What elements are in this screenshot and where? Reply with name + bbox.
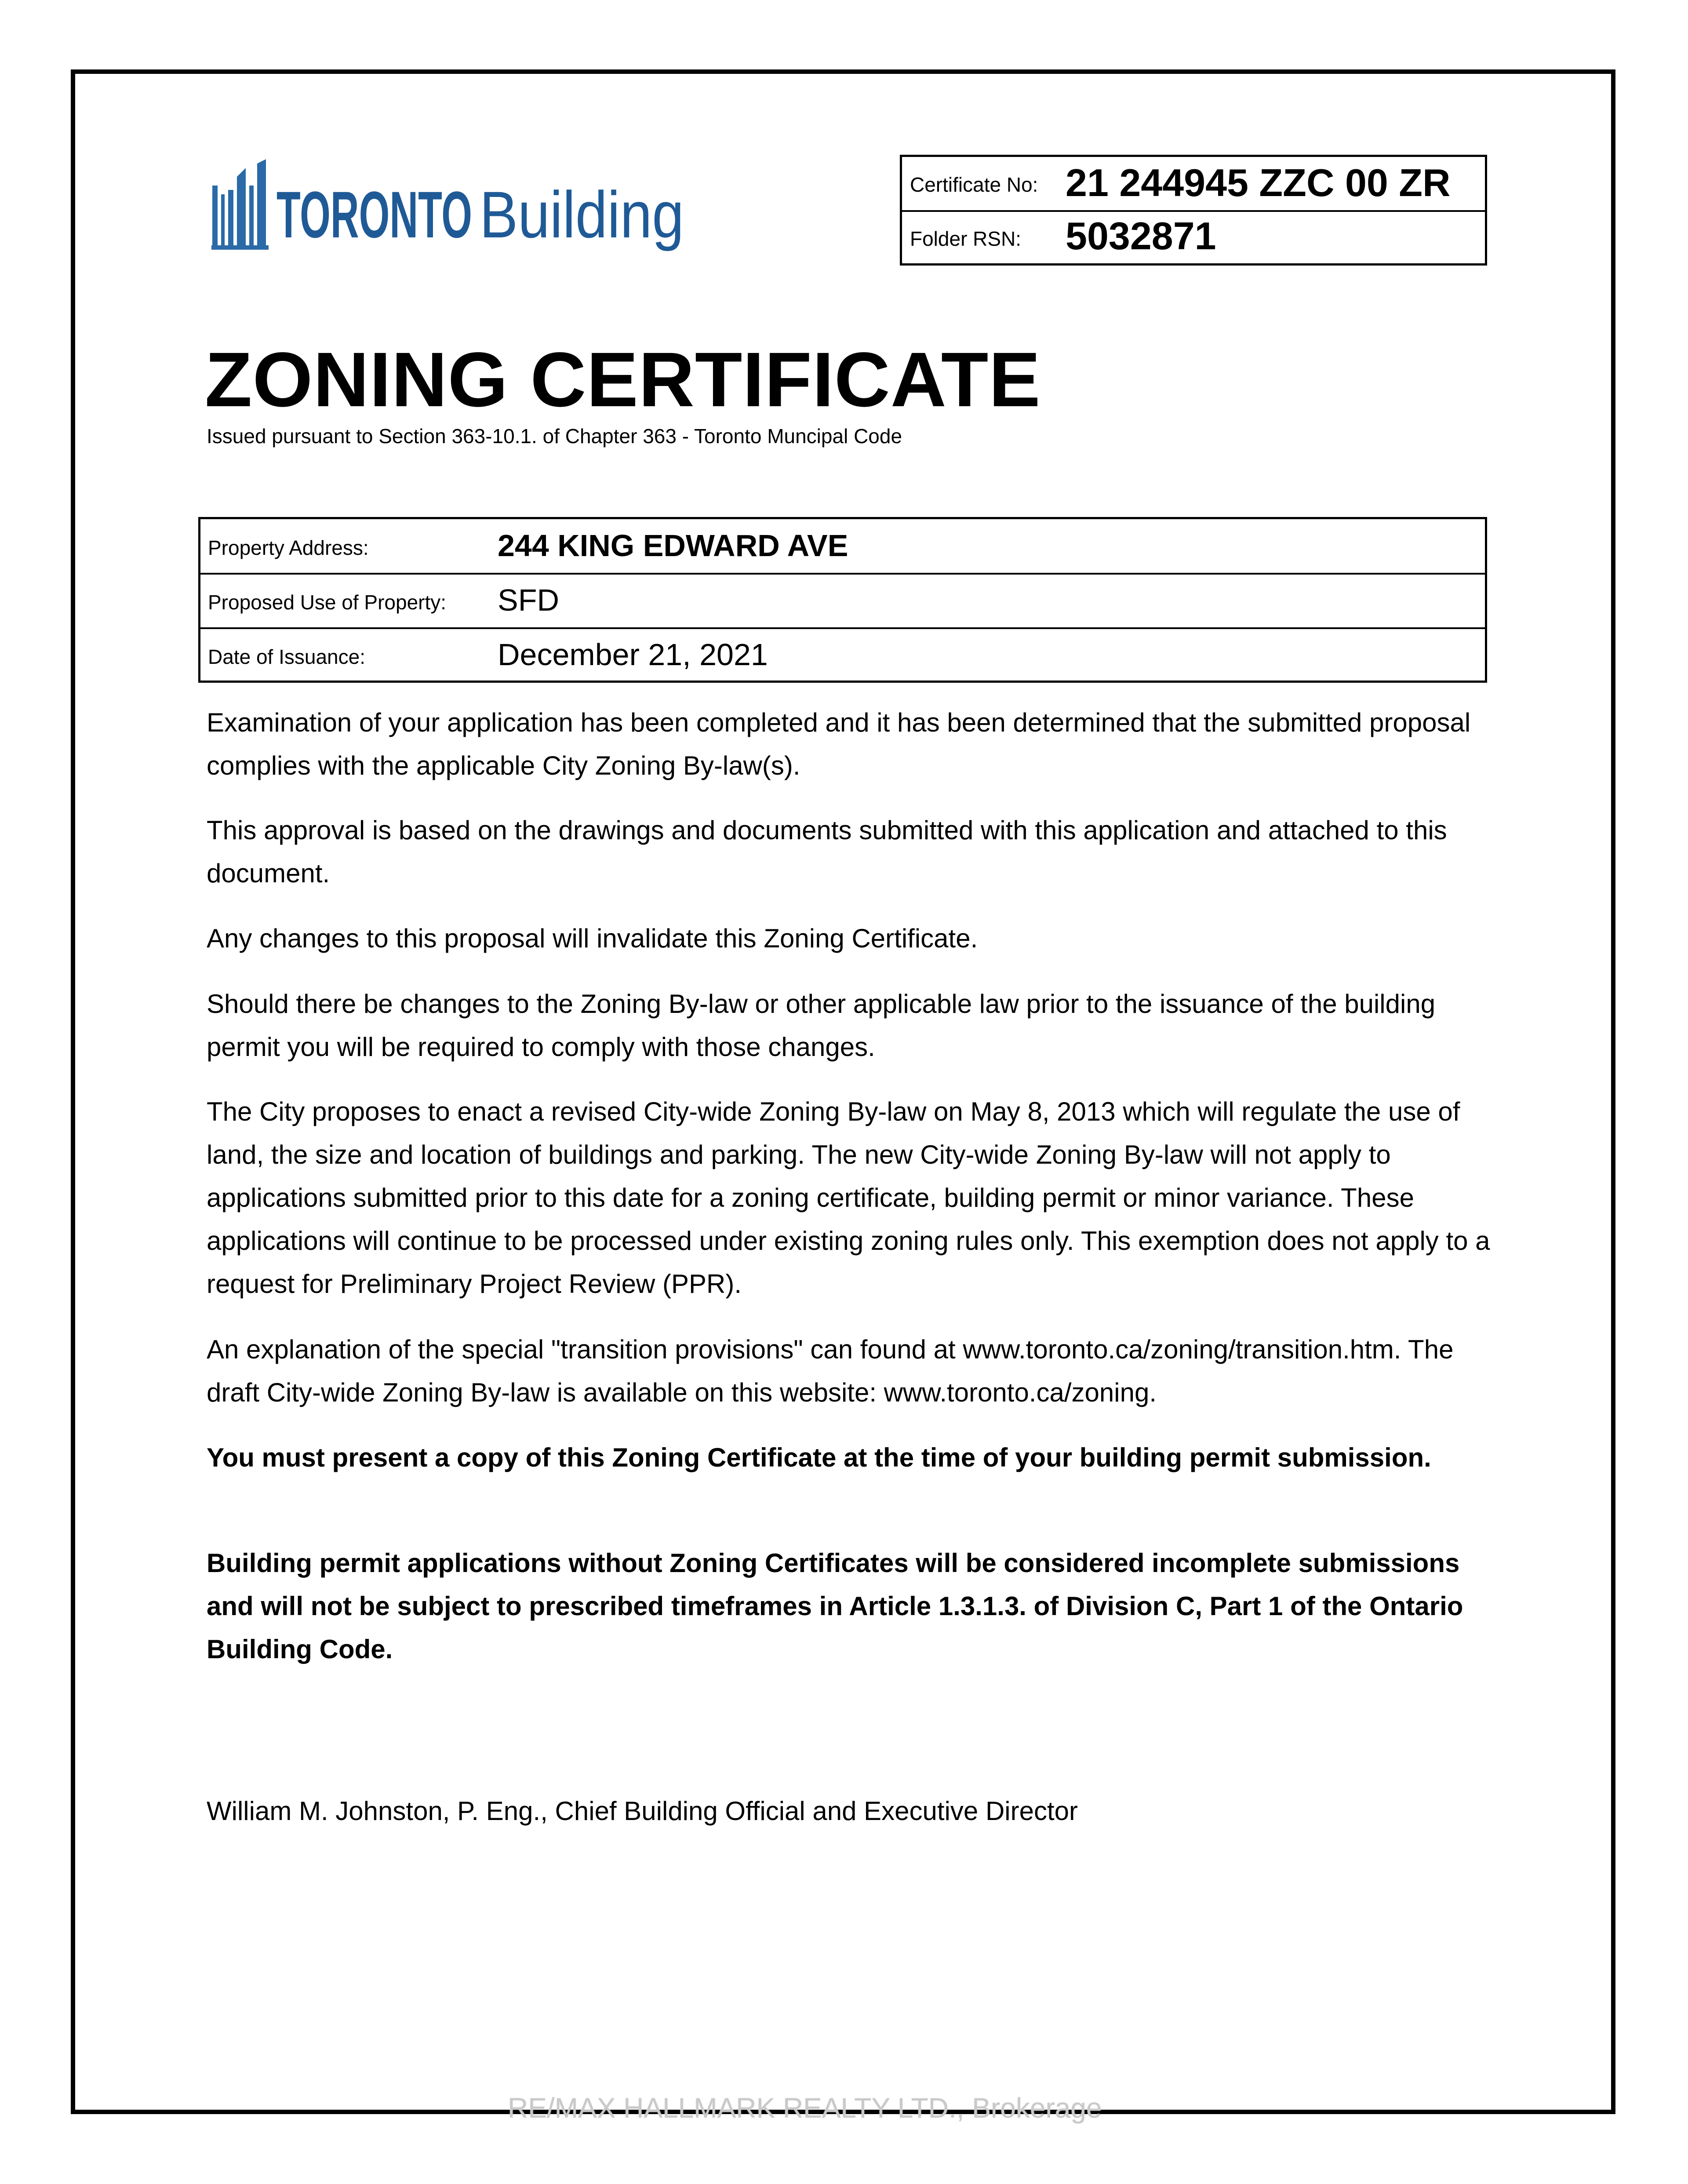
folder-rsn-value: 5032871 [1066,214,1216,258]
brokerage-watermark: RE/MAX HALLMARK REALTY LTD., Brokerage [508,2092,1102,2124]
paragraph-approval-basis: This approval is based on the drawings and documents submitted with this application and attached to this document. [207,815,1447,888]
paragraph-examination: Examination of your application has been completed and it has been determined that the submitted proposal complies with the applicable City Zoning By-law(s). [207,708,1471,780]
proposed-use-label: Proposed Use of Property: [208,591,447,614]
folder-rsn-label: Folder RSN: [910,227,1022,250]
date-of-issuance-label: Date of Issuance: [208,645,365,668]
paragraph-present-copy: You must present a copy of this Zoning Certificate at the time of your building permit submission. [207,1443,1431,1472]
document-subtitle: Issued pursuant to Section 363-10.1. of Chapter 363 - Toronto Muncipal Code [207,425,902,448]
city-towers-icon [211,159,269,250]
property-table [198,517,1487,683]
folder-rsn-row [902,211,1485,264]
date-of-issuance-value: December 21, 2021 [498,637,768,672]
paragraph-changes-invalidate: Any changes to this proposal will invalidate this Zoning Certificate. [207,924,978,953]
property-address-label: Property Address: [208,536,369,559]
paragraph-incomplete-submissions: Building permit applications without Zoning Certificates will be considered incomplete submissions and will not be subject to prescribed timeframes in Article 1.3.1.3. of Division C, Part 1 of the Ontario Building Code. [207,1548,1463,1664]
logo-text: TORONTO Building [276,178,684,251]
proposed-use-row [200,574,1485,629]
toronto-building-logo [211,159,686,260]
paragraph-transition-provisions: An explanation of the special "transition provisions" can found at www.toronto.ca/zoning/transition.htm. The draft City-wide Zoning By-law is available on this website: www.toronto.ca/zoning. [207,1335,1454,1407]
property-address-row [200,519,1485,575]
signature-line: William M. Johnston, P. Eng., Chief Building Official and Executive Director [207,1796,1078,1826]
certificate-number-row [902,157,1485,212]
certificate-number-value: 21 244945 ZZC 00 ZR [1066,161,1451,204]
certificate-info-box [900,155,1487,266]
paragraph-city-wide-bylaw: The City proposes to enact a revised City-wide Zoning By-law on May 8, 2013 which will regulate the use of land, the size and location of buildings and parking. The new City-wide Zoning By-law will not apply to applications submitted prior to this date for a zoning certificate, building permit or minor variance. These applications will continue to be processed under existing zoning rules only. This exemption does not apply to a request for Preliminary Project Review (PPR). [207,1097,1490,1299]
certificate-number-label: Certificate No: [910,173,1038,196]
document-title: ZONING CERTIFICATE [205,337,1041,423]
proposed-use-value: SFD [498,583,559,617]
date-of-issuance-row [200,628,1485,682]
paragraph-bylaw-changes: Should there be changes to the Zoning By-law or other applicable law prior to the issuance of the building permit you will be required to comply with those changes. [207,989,1436,1062]
property-address-value: 244 KING EDWARD AVE [498,528,848,563]
